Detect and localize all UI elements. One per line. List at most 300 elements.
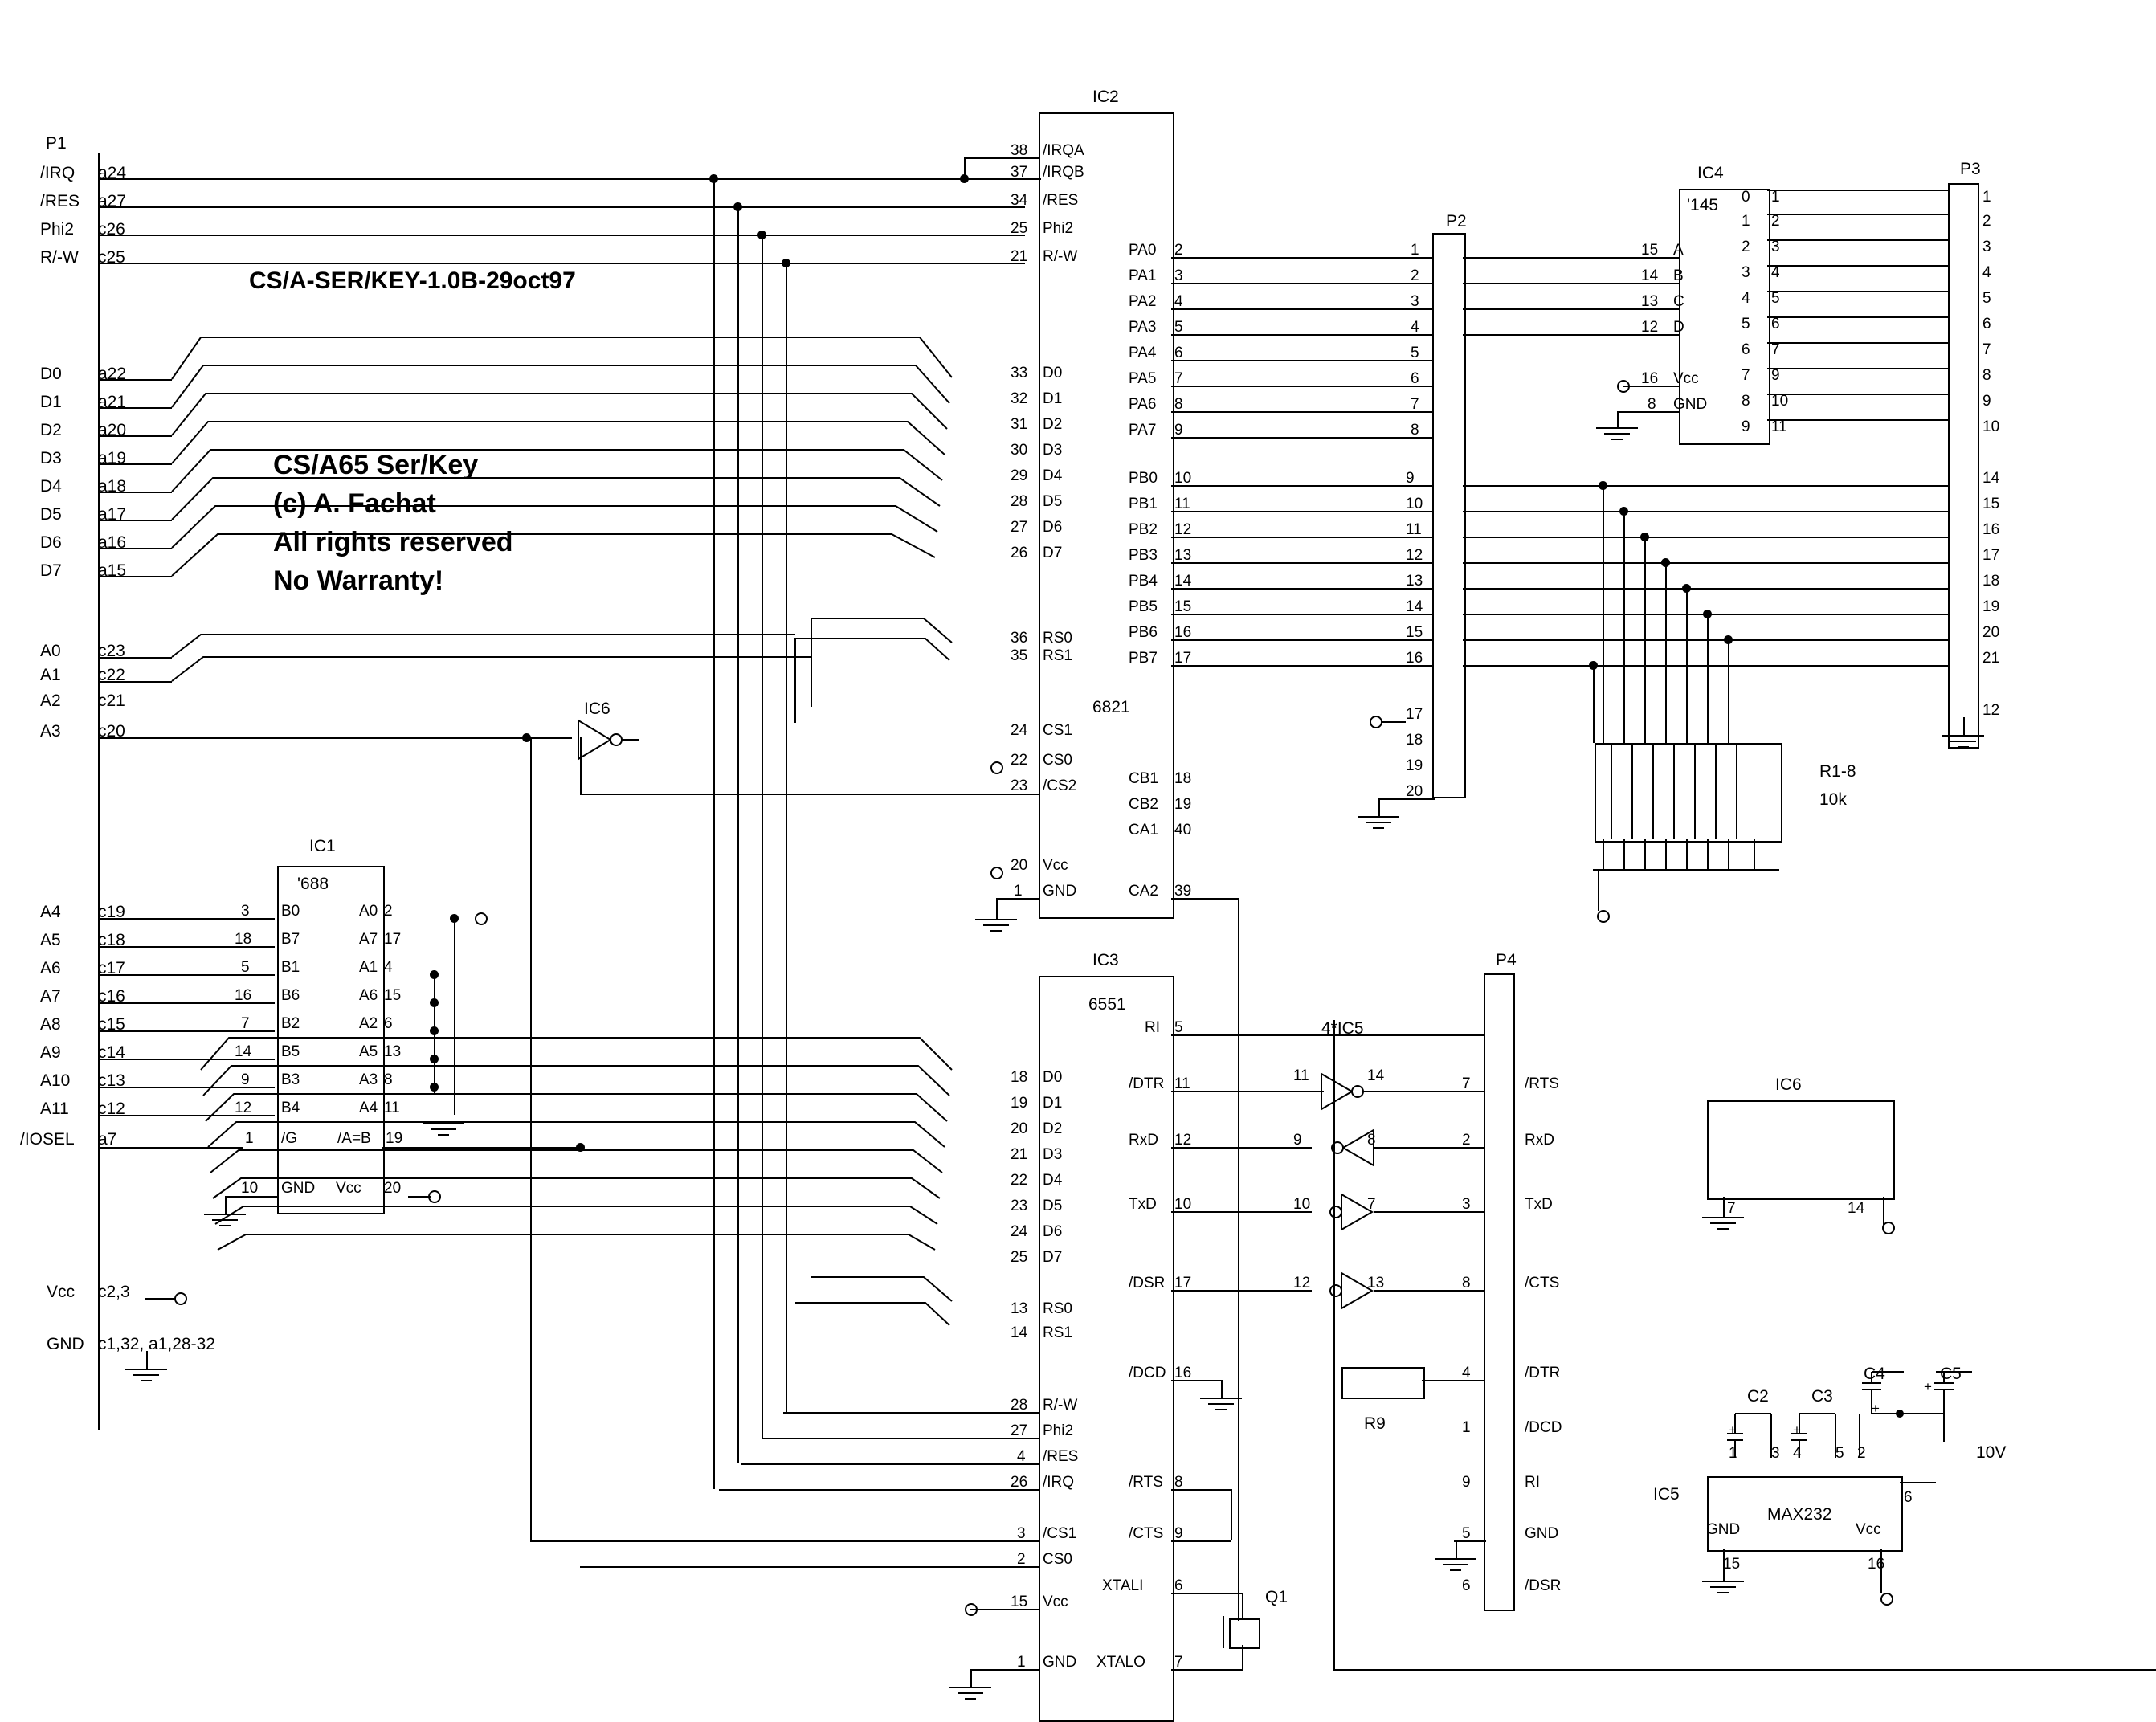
dtr-wire	[1171, 1091, 1324, 1092]
p1-data-3-pin: a19	[98, 449, 127, 467]
ic1-left-3-pin: 16	[235, 987, 252, 1004]
ic1-gnd-label: GND	[281, 1180, 316, 1197]
pull-8	[1593, 665, 1595, 743]
ic4-gnd-wire	[1617, 411, 1679, 413]
ic3-left-7-label: D7	[1043, 1249, 1063, 1266]
txd-driver-in-pin: 10	[1293, 1196, 1311, 1213]
ic5-vcc-drop	[1880, 1549, 1882, 1593]
p1-addrh-5-pin: c14	[98, 1043, 125, 1062]
p1-addr-3-pin: c20	[98, 722, 125, 741]
ic2-right-9-pin: 11	[1174, 496, 1190, 512]
ic1-right-1-pin: 17	[384, 931, 402, 948]
p4-row-2-pin: 3	[1462, 1196, 1471, 1213]
ic2-right-0-label: PA0	[1129, 242, 1157, 259]
p3-label: P3	[1960, 160, 1981, 178]
ic2-right-16-pin: 18	[1174, 770, 1192, 787]
ic4-gnd-pin: 8	[1648, 396, 1656, 413]
sheet-title: CS/A-SER/KEY-1.0B-29oct97	[249, 267, 576, 294]
ic2-left-14-pin: 35	[1011, 647, 1028, 664]
junction-aeqb	[576, 1143, 585, 1152]
cts-out-wire	[1410, 1290, 1484, 1292]
ic2-right-2-label: PA2	[1129, 293, 1157, 310]
p1-addrh-6-pin: c13	[98, 1071, 125, 1090]
p2-pin-12: 13	[1406, 573, 1423, 590]
rpack-value: 10k	[1819, 790, 1847, 809]
ic3-left-1-label: D1	[1043, 1095, 1063, 1112]
ic2-pin37-wire	[964, 178, 1040, 180]
ic5-top-pin-1: 3	[1771, 1445, 1780, 1462]
ic4-in-3-label: D	[1673, 319, 1684, 336]
ic2-right-13-pin: 15	[1174, 598, 1192, 615]
ic4-in-0-pin: 15	[1641, 242, 1659, 259]
p1-addrh-1-label: A5	[40, 931, 61, 949]
ic3-left-2-pin: 20	[1011, 1120, 1028, 1137]
ic5-type: MAX232	[1767, 1505, 1832, 1524]
ic2-right-1-pin: 3	[1174, 267, 1183, 284]
p1-iosel-pin: a7	[98, 1130, 117, 1149]
rpack-div-6	[1715, 743, 1717, 839]
pb1-wire	[1171, 511, 1432, 512]
p4-row-1-label: RxD	[1525, 1132, 1554, 1149]
ic2-right-13-label: PB5	[1129, 598, 1158, 615]
rpack-div-2	[1631, 743, 1633, 839]
p3-pin-18: 12	[1982, 702, 2000, 719]
ic3-right-1-pin: 11	[1174, 1075, 1190, 1092]
p4-outer-left	[1333, 1020, 1335, 1669]
ic1-left-2-pin: 5	[241, 959, 250, 976]
ic5-ref: IC5	[1653, 1485, 1680, 1504]
pull-4	[1665, 562, 1667, 743]
ic1-aeqb-pin: 19	[386, 1130, 403, 1147]
p4-row-4-label: /DTR	[1525, 1365, 1561, 1381]
pb7-wire	[1171, 665, 1432, 667]
pull-5	[1686, 588, 1688, 743]
p4-row-1-pin: 2	[1462, 1132, 1471, 1149]
ic3-left-10-label: R/-W	[1043, 1397, 1078, 1414]
ic3-left-9-label: RS1	[1043, 1324, 1072, 1341]
ic3-left-9-pin: 14	[1011, 1324, 1028, 1341]
p1-gnd-pin: c1,32, a1,28-32	[98, 1335, 215, 1353]
ic5-gnd-drop	[1723, 1549, 1725, 1581]
ic1-vcc-pin: 20	[384, 1180, 402, 1197]
p3-w2	[1767, 239, 1948, 241]
ic2-right-4-pin: 6	[1174, 345, 1183, 361]
p4-row-7-pin: 5	[1462, 1525, 1471, 1542]
p2-pin-8: 9	[1406, 470, 1415, 487]
ic3-right-1-label: /DTR	[1129, 1075, 1165, 1092]
rts-driver-symbol	[1317, 1072, 1414, 1120]
ic2-right-12-pin: 14	[1174, 573, 1192, 590]
p1-addrh-4-pin: c15	[98, 1015, 125, 1034]
pb6-wire	[1171, 639, 1432, 641]
ic3-right-3-label: TxD	[1129, 1196, 1157, 1213]
p1-data-1-label: D1	[40, 393, 62, 411]
p1-gnd-wire	[146, 1351, 148, 1369]
ic4-out-7-pin: 9	[1771, 367, 1780, 384]
c5-polarity: +	[1924, 1379, 1932, 1394]
jumper-rail-2	[454, 918, 455, 1115]
ic2-pin38-wire	[964, 157, 1040, 159]
pa6-wire	[1171, 411, 1432, 413]
ic2-left-18-label: Vcc	[1043, 857, 1068, 874]
ic5-gnd-pin: 15	[1723, 1556, 1741, 1573]
q1-plate	[1223, 1616, 1224, 1648]
p2-pin-11: 12	[1406, 547, 1423, 564]
p1-addr-2-pin: c21	[98, 692, 125, 710]
p4-row-0-pin: 7	[1462, 1075, 1471, 1092]
ic6-pin-7: 7	[1727, 1200, 1736, 1217]
ic2-right-3-pin: 5	[1174, 319, 1183, 336]
p2-pin-15: 16	[1406, 650, 1423, 667]
p3-pb2	[1463, 537, 1948, 538]
ic2-left-3-label: Phi2	[1043, 220, 1074, 237]
ic2-left-2-label: /RES	[1043, 192, 1079, 209]
ic3-left-3-label: D3	[1043, 1146, 1063, 1163]
ic3-left-2-label: D2	[1043, 1120, 1063, 1137]
rpack-c7	[1728, 839, 1729, 869]
p1-gnd-label: GND	[47, 1335, 84, 1353]
ic1-left-0-pin: 3	[241, 903, 250, 920]
ic2-left-17-label: /CS2	[1043, 777, 1077, 794]
ic1-right-5-pin: 13	[384, 1043, 402, 1060]
p3-pin-7: 8	[1982, 367, 1991, 384]
net-a0	[98, 657, 172, 659]
rpack-c2	[1623, 839, 1625, 869]
ic4-out-4-pin: 5	[1771, 290, 1780, 307]
ic2-right-7-pin: 9	[1174, 422, 1183, 439]
ic2-left-6-label: D1	[1043, 390, 1063, 407]
rxd-driver-symbol	[1317, 1128, 1414, 1177]
ic3-left-15-pin: 2	[1017, 1551, 1026, 1568]
pa1-wire	[1171, 283, 1432, 284]
ic4-out-5-num: 5	[1742, 316, 1750, 333]
ic2-right-17-label: CB2	[1129, 796, 1158, 813]
ic1-right-6-label: A3	[359, 1071, 378, 1088]
copyright-line-3: All rights reserved	[273, 527, 513, 557]
p4-row-8-label: /DSR	[1525, 1577, 1562, 1594]
c2-polarity: +	[1729, 1422, 1737, 1438]
cs0-to-ic3	[580, 1566, 1040, 1568]
ic3-left-4-label: D4	[1043, 1172, 1063, 1189]
p1-addr-2-label: A2	[40, 692, 61, 710]
ic2-left-12-label: D7	[1043, 545, 1063, 561]
ca2-drop	[1238, 898, 1239, 1621]
rpack-div-5	[1694, 743, 1696, 839]
ic3-right-6-pin: 8	[1174, 1474, 1183, 1491]
c3-polarity: +	[1793, 1422, 1801, 1438]
ic4-out-6-pin: 7	[1771, 341, 1780, 358]
p1-data-0-label: D0	[40, 365, 62, 383]
ic1-right-4-label: A2	[359, 1015, 378, 1032]
txd-out-wire	[1410, 1211, 1484, 1213]
p1-vcc-terminal	[174, 1292, 187, 1305]
ic4-out-3-num: 3	[1742, 264, 1750, 281]
p1-addr-0-pin: c23	[98, 642, 125, 660]
ic2-left-9-label: D4	[1043, 467, 1063, 484]
ic4-gnd-drop	[1617, 411, 1619, 427]
p1-data-0-pin: a22	[98, 365, 127, 383]
p1-addr-3-label: A3	[40, 722, 61, 741]
ic4-out-0-num: 0	[1742, 189, 1750, 206]
ic1-right-2-label: A1	[359, 959, 378, 976]
ic2-right-19-label: CA2	[1129, 883, 1158, 900]
q1-ref: Q1	[1265, 1588, 1288, 1606]
rts-driver-in-pin: 11	[1293, 1067, 1309, 1084]
ic4-in-2-label: C	[1673, 293, 1684, 310]
p2-pin-5: 6	[1411, 370, 1419, 387]
ic4-out-4-num: 4	[1742, 290, 1750, 307]
p4-row-3-label: /CTS	[1525, 1275, 1560, 1292]
ic2-left-11-pin: 27	[1011, 519, 1028, 536]
p1-addrh-6-label: A10	[40, 1071, 71, 1090]
ic1-left-1-pin: 18	[235, 931, 252, 948]
p4-row-5-label: /DCD	[1525, 1419, 1562, 1436]
ic3-right-2-pin: 12	[1174, 1132, 1192, 1149]
ic3-right-6-label: /RTS	[1129, 1474, 1163, 1491]
pull-3	[1644, 537, 1646, 743]
jumper-rail	[434, 974, 435, 1095]
rxd-driver-out-pin: 8	[1367, 1132, 1376, 1149]
p2-pin-17: 18	[1406, 732, 1423, 749]
ic1-right-7-label: A4	[359, 1100, 378, 1116]
ic2-left-2-pin: 34	[1011, 192, 1028, 209]
pull-dot-2	[1619, 507, 1628, 516]
ic3-right-8-label: XTALI	[1102, 1577, 1144, 1594]
ic3-left-15-label: CS0	[1043, 1551, 1072, 1568]
ic4-in1-wire	[1463, 283, 1680, 284]
ic3-left-16-pin: 15	[1011, 1593, 1028, 1610]
p2-pin-7: 8	[1411, 422, 1419, 439]
ic1-type: '688	[297, 875, 329, 893]
ic3-left-12-pin: 4	[1017, 1448, 1026, 1465]
junction-phi2-bus	[757, 231, 766, 239]
ic3-left-6-pin: 24	[1011, 1223, 1028, 1240]
ic1-right-6-pin: 8	[384, 1071, 393, 1088]
p3-w0	[1767, 190, 1948, 191]
phi2-to-ic3	[762, 1438, 1040, 1439]
p3-w3	[1767, 265, 1948, 267]
ic2-left-7-label: D2	[1043, 416, 1063, 433]
p1-sig-2-label: Phi2	[40, 220, 75, 239]
ic2-cs0-terminal	[990, 761, 1003, 774]
rpack-c6	[1707, 839, 1709, 869]
ic3-ref: IC3	[1092, 951, 1119, 969]
p3-pin-13: 17	[1982, 547, 2000, 564]
p3-pin-16: 20	[1982, 624, 2000, 641]
p2-pin-13: 14	[1406, 598, 1423, 615]
bus-irq-vert	[713, 178, 715, 1489]
p3-pb1	[1463, 511, 1948, 512]
pb3-wire	[1171, 562, 1432, 564]
rpack-div-4	[1673, 743, 1675, 839]
p4-row-6-pin: 9	[1462, 1474, 1471, 1491]
ic4-vcc-label: Vcc	[1673, 370, 1699, 387]
ic6-ref: IC6	[1775, 1075, 1802, 1094]
p4-row-0-label: /RTS	[1525, 1075, 1559, 1092]
ic3-left-11-label: Phi2	[1043, 1422, 1074, 1439]
p2-pin-14: 15	[1406, 624, 1423, 641]
p3-w1	[1767, 214, 1948, 215]
ca2-wire	[1171, 898, 1239, 900]
p3-w5	[1767, 316, 1948, 318]
p2-pin-18: 19	[1406, 757, 1423, 774]
irq-link	[964, 157, 966, 178]
bus-phi2-vert	[762, 235, 763, 1438]
p1-vcc-wire	[145, 1298, 175, 1300]
ic5-top-pin-3: 5	[1835, 1445, 1844, 1462]
cts-driver-out-pin: 13	[1367, 1275, 1385, 1292]
ic3-right-2-label: RxD	[1129, 1132, 1158, 1149]
ic4-in0-wire	[1463, 257, 1680, 259]
ic2-right-4-label: PA4	[1129, 345, 1157, 361]
ic1-aeqb-label: /A=B	[337, 1130, 371, 1147]
ic3-left-0-label: D0	[1043, 1069, 1063, 1086]
ic3-right-0-label: RI	[1145, 1019, 1160, 1036]
p4-row-6-label: RI	[1525, 1474, 1540, 1491]
junction-rw-bus	[782, 259, 790, 267]
p2-pin-2: 3	[1411, 293, 1419, 310]
ic4-in-2-pin: 13	[1641, 293, 1659, 310]
r9-right-wire	[1422, 1380, 1484, 1381]
rpack-common	[1593, 869, 1779, 871]
p1-sig-0-label: /IRQ	[40, 164, 76, 182]
ic5-group-label: 4*IC5	[1321, 1019, 1364, 1038]
ic2-left-4-label: R/-W	[1043, 248, 1078, 265]
ic2-left-6-pin: 32	[1011, 390, 1028, 407]
c3-ref: C3	[1811, 1387, 1833, 1406]
p1-data-4-label: D4	[40, 477, 62, 496]
p3-w4	[1767, 291, 1948, 292]
ic4-out-7-num: 7	[1742, 367, 1750, 384]
p4-row-3-pin: 8	[1462, 1275, 1471, 1292]
ic3-vcc-wire	[970, 1609, 1040, 1610]
ic2-right-5-pin: 7	[1174, 370, 1183, 387]
rpack-c8	[1754, 839, 1755, 869]
ic1-g-pin: 1	[245, 1130, 254, 1147]
p4-gnd-wire	[1454, 1540, 1486, 1542]
ic2-left-12-pin: 26	[1011, 545, 1028, 561]
ic2-left-16-label: CS0	[1043, 752, 1072, 769]
p2-pin-3: 4	[1411, 319, 1419, 336]
p4-row-2-label: TxD	[1525, 1196, 1553, 1213]
ic5-gnd-label: GND	[1706, 1521, 1741, 1538]
ic1-left-2-label: B1	[281, 959, 300, 976]
p3-pin-9: 10	[1982, 418, 2000, 435]
ic1-right-3-label: A6	[359, 987, 378, 1004]
ic2-right-18-label: CA1	[1129, 822, 1158, 839]
ic3-right-9-label: XTALO	[1096, 1654, 1145, 1671]
rpack-div-7	[1736, 743, 1737, 839]
rts-cts-link	[1231, 1489, 1232, 1540]
p2-pin-19: 20	[1406, 783, 1423, 800]
ic4-in3-wire	[1463, 334, 1680, 336]
ic3-left-12-label: /RES	[1043, 1448, 1079, 1465]
p2-gnd-drop	[1378, 798, 1380, 816]
p1-label: P1	[46, 134, 67, 153]
cap-voltage: 10V	[1976, 1443, 2007, 1462]
ic6-pin-14: 14	[1848, 1200, 1865, 1217]
ic4-gnd-label: GND	[1673, 396, 1708, 413]
ic2-left-5-label: D0	[1043, 365, 1063, 382]
pa2-wire	[1171, 308, 1432, 310]
pa3-wire	[1171, 334, 1432, 336]
p1-addr-0-label: A0	[40, 642, 61, 660]
ic1-left-5-label: B5	[281, 1043, 300, 1060]
ic2-right-7-label: PA7	[1129, 422, 1157, 439]
ic3-right-0-pin: 5	[1174, 1019, 1183, 1036]
rpack-vcc-wire	[1598, 869, 1599, 911]
dsr-wire	[1171, 1290, 1312, 1292]
ic3-left-11-pin: 27	[1011, 1422, 1028, 1439]
ic5-vcc-label: Vcc	[1856, 1521, 1881, 1538]
p1-sig-3-label: R/-W	[40, 248, 79, 267]
ic4-out-1-num: 1	[1742, 213, 1750, 230]
ic2-right-10-label: PB2	[1129, 521, 1158, 538]
p3-pin-12: 16	[1982, 521, 2000, 538]
ic2-left-10-pin: 28	[1011, 493, 1028, 510]
p3-pin-10: 14	[1982, 470, 2000, 487]
ic2-right-17-pin: 19	[1174, 796, 1192, 813]
copyright-line-4: No Warranty!	[273, 565, 444, 596]
ic4-vcc-wire	[1623, 386, 1679, 387]
ic2-left-10-label: D5	[1043, 493, 1063, 510]
ic2-right-9-label: PB1	[1129, 496, 1158, 512]
ic3-left-13-label: /IRQ	[1043, 1474, 1075, 1491]
c4-ref: C4	[1864, 1365, 1885, 1383]
net-aeqb	[382, 1147, 582, 1149]
rts-cts-bot	[1171, 1540, 1231, 1542]
ic2-right-15-pin: 17	[1174, 650, 1192, 667]
p3-pin-15: 19	[1982, 598, 2000, 615]
ic5-top-pin-0: 1	[1729, 1445, 1737, 1462]
ic1-left-7-pin: 12	[235, 1100, 252, 1116]
ic2-right-3-label: PA3	[1129, 319, 1157, 336]
ic1-right-3-pin: 15	[384, 987, 402, 1004]
cts-driver-in-pin: 12	[1293, 1275, 1311, 1292]
copyright-line-2: (c) A. Fachat	[273, 488, 436, 519]
ic3-left-8-pin: 13	[1011, 1300, 1028, 1317]
ic1-gnd-wire	[225, 1196, 277, 1198]
p3-w8	[1767, 394, 1948, 395]
ic3-right-5-pin: 16	[1174, 1365, 1192, 1381]
ic3-right-7-label: /CTS	[1129, 1525, 1164, 1542]
txd-wire	[1171, 1211, 1312, 1213]
ic3-right-3-pin: 10	[1174, 1196, 1192, 1213]
p1-addr-1-pin: c22	[98, 666, 125, 684]
ic6-body	[1707, 1100, 1895, 1200]
p1-data-7-label: D7	[40, 561, 62, 580]
p4-row-8-pin: 6	[1462, 1577, 1471, 1594]
ic2-right-6-label: PA6	[1129, 396, 1157, 413]
r9-body	[1341, 1367, 1425, 1399]
ic2-left-4-pin: 21	[1011, 248, 1028, 265]
ic2-left-8-label: D3	[1043, 442, 1063, 459]
pa4-wire	[1171, 360, 1432, 361]
ic2-left-0-label: /IRQA	[1043, 142, 1084, 159]
txd-driver-out-pin: 7	[1367, 1196, 1376, 1213]
ic2-left-3-pin: 25	[1011, 220, 1028, 237]
p2-pin-10: 11	[1406, 521, 1422, 538]
pull-7	[1728, 639, 1729, 743]
ic3-left-7-pin: 25	[1011, 1249, 1028, 1266]
p4-row-7-label: GND	[1525, 1525, 1559, 1542]
pb0-wire	[1171, 485, 1432, 487]
ic2-left-19-label: GND	[1043, 883, 1077, 900]
rpack-c5	[1686, 839, 1688, 869]
xtali-drop	[1242, 1593, 1243, 1618]
rpack-body	[1595, 743, 1782, 843]
cs1-drop	[530, 737, 532, 1540]
